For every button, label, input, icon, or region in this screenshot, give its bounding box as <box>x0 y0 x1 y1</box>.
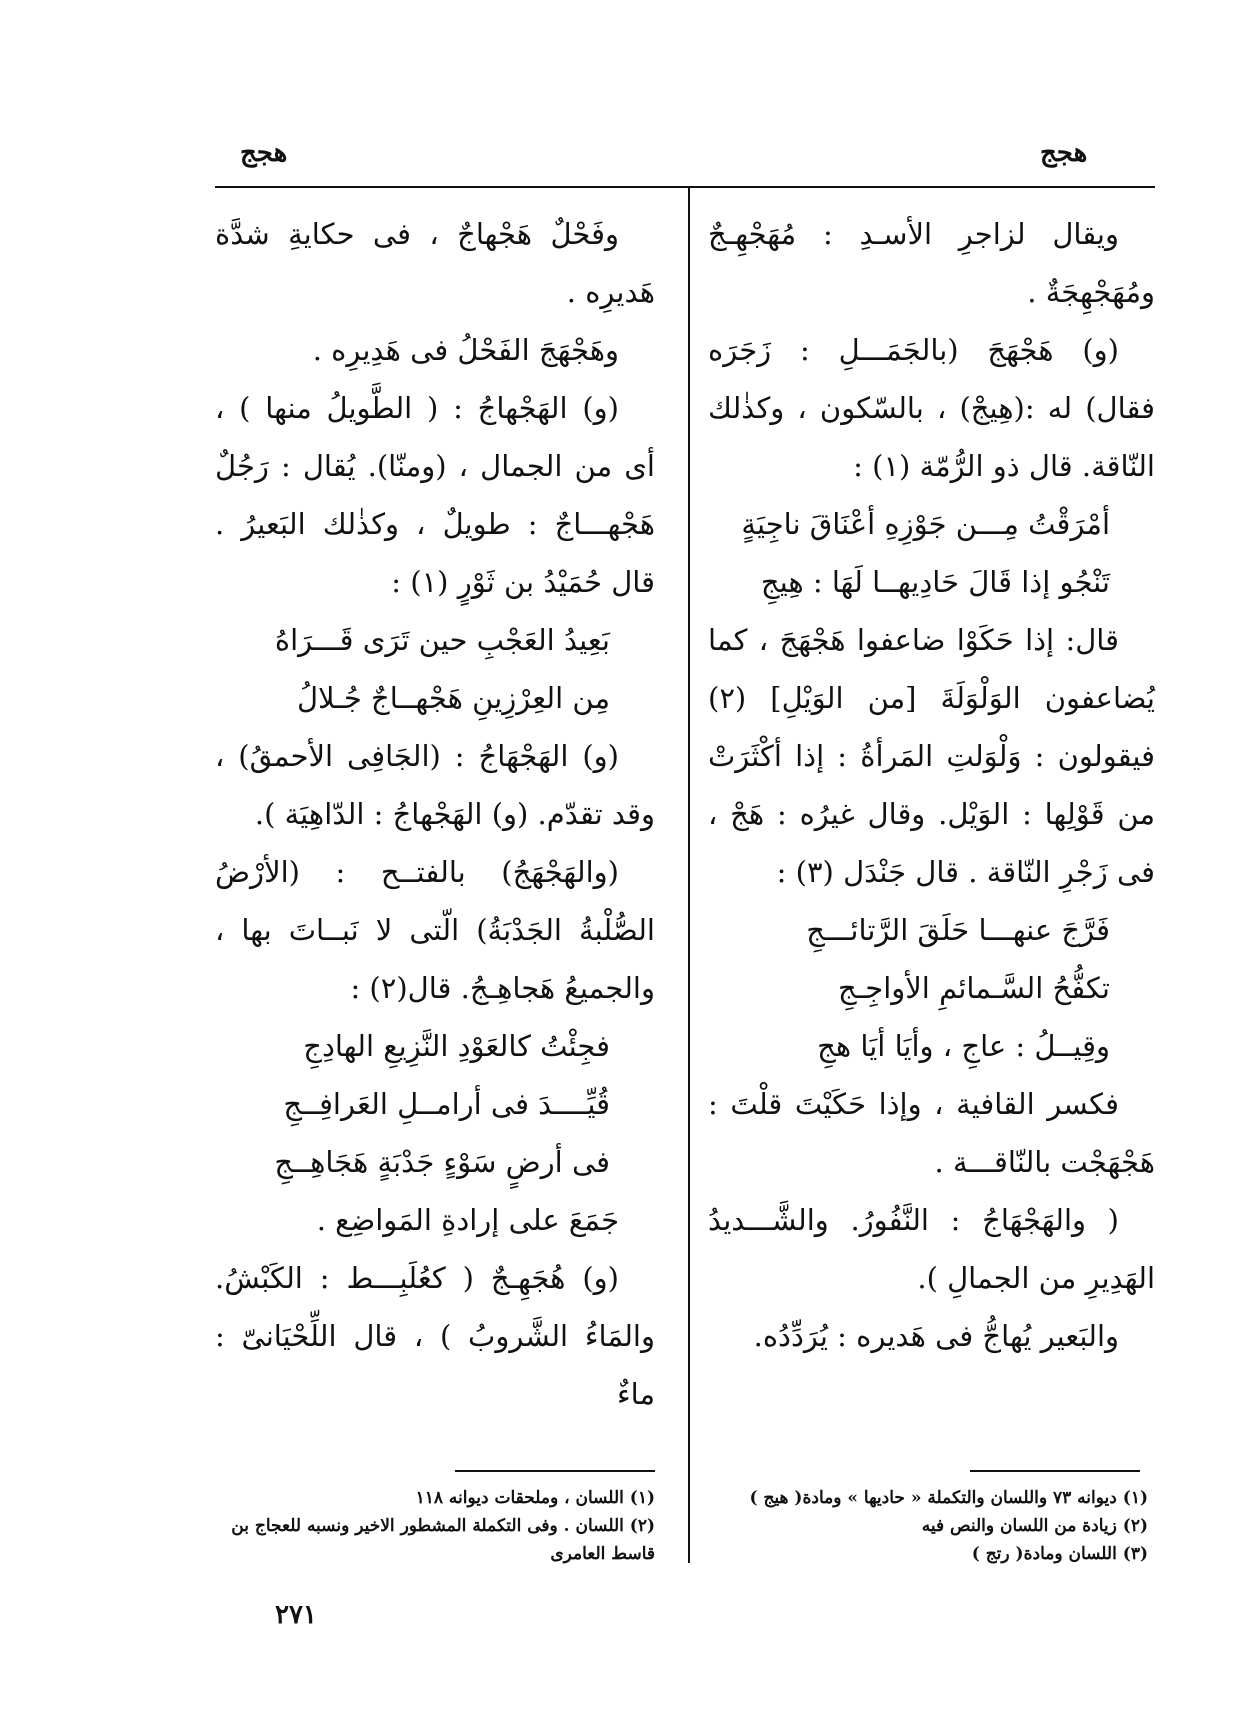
footnote-rule-left <box>455 1470 655 1472</box>
entry-paragraph: ويقال لزاجرِ الأسـدِ : مُهَجْهِـجٌ ومُهَجْهِجَةٌ . <box>708 217 1155 309</box>
verse-line: قُيِّــــدَ فى أرامــلِ العَرافِــجِ <box>283 1087 610 1121</box>
right-column <box>708 205 1155 1365</box>
verse-line: وقِيــلُ : عاجِ ، وأيَا أيَا هجِ <box>817 1029 1110 1063</box>
entry-paragraph: (و) الهَجْهاجُ : ( الطَّويلُ منها ) ، أى من الجمال ، (ومنّا). يُقال : رَجُلٌ هَجْهـــاجٌ : طويلٌ ، وكذٰلك البَعيرُ . قال حُمَيْدُ بن ثَوْرٍ (١) : <box>215 391 655 599</box>
left-column <box>215 205 655 1423</box>
entry-paragraph: والبَعير يُهاجُّ فى هَديره : يُرَدِّدُه. <box>753 1319 1119 1353</box>
entry-paragraph: قال: إذا حَكَوْا ضاعفوا هَجْهَجَ ، كما يُضاعفون الوَلْوَلَةَ [من الوَيْلِ] (٢) فيقولون : وَلْوَلتِ المَرأةُ : إذا أكْثَرَتْ من قَوْلِها : الوَيْل. وقال غيرُه : هَجْ ، فى زَجْرِ النّاقة . قال جَنْدَل (٣) : <box>708 623 1155 889</box>
header-rule <box>215 186 1155 188</box>
verse-line: أمْرَقْتُ مِـــن جَوْزِهِ أعْنَاقَ ناجِيَةٍ <box>741 507 1110 541</box>
footnote: (٢) زيادة من اللسان والنص فيه <box>921 1516 1148 1536</box>
entry-paragraph: (والهَجْهَجُ) بالفتــح : (الأرْضُ الصُّلْبةُ الجَدْبَةُ) الّتى لا نَبــاتَ بها ، والجميعُ هَجاهِـجُ. قال(٢) : <box>215 855 655 1005</box>
verse-line: تَنْجُو إذا قَالَ حَادِيهــا لَهَا : هِيجِ <box>760 565 1110 599</box>
entry-paragraph: ( والهَجْهَاجُ : النَّفُورُ. والشَّـــديدُ الهَدِيرِ من الجمالِ ). <box>708 1203 1155 1295</box>
footnote: (٢) اللسان . وفى التكملة المشطور الاخير ونسبه للعجاج بن قاسط العامرى <box>231 1516 655 1564</box>
page-number: ٢٧١ <box>275 1600 317 1630</box>
entry-paragraph: وهَجْهَجَ الفَحْلُ فى هَدِيرِه . <box>312 333 619 367</box>
running-header-left: هجج <box>240 138 288 168</box>
verse-line: مِن العِرْزِينِ هَجْهــاجٌ جُـلالُ <box>296 681 610 715</box>
verse-line: فجِئْتُ كالعَوْدِ النَّزِيعِ الهادِجِ <box>303 1029 610 1063</box>
footnotes-left <box>215 1484 655 1568</box>
entry-paragraph: وفَحْلٌ هَجْهاجٌ ، فى حكايةِ شدَّة هَديرِه . <box>215 217 655 309</box>
verse-line: تكفُّحُ السَّـمائمِ الأواجِـجِ <box>838 971 1110 1005</box>
entry-paragraph: جَمَعَ على إرادةِ المَواضِع . <box>316 1203 619 1237</box>
verse-line: بَعِيدُ العَجْبِ حين تَرَى قَـــرَاهُ <box>274 623 610 657</box>
column-divider <box>688 188 690 1563</box>
running-header-right: هجج <box>1040 138 1088 168</box>
footnote: (١) اللسان ، وملحقات ديوانه ١١٨ <box>415 1488 655 1508</box>
entry-paragraph: (و) هَجْهَجَ (بالجَمَـــلِ : زَجَرَه فقال) له :(هِيجْ) ، بالسّكون ، وكذٰلك النّاقة. قال ذو الرُّمّة (١) : <box>708 333 1155 483</box>
verse-line: فى أرضٍ سَوْءٍ جَدْبَةٍ هَجَاهِــجِ <box>274 1145 610 1179</box>
entry-paragraph: (و) الهَجْهَاجُ : (الجَافِى الأحمقُ) ، وقد تقدّم. (و) الهَجْهاجُ : الدّاهِيَة ). <box>215 739 655 831</box>
verse-line: فَرَّجَ عنهـــا حَلَقَ الرَّتائـــجِ <box>806 913 1110 947</box>
footnote: (٣) اللسان ومادة( رتج ) <box>971 1544 1148 1564</box>
entry-paragraph: (و) هُجَهِـجٌ ( كعُلَبِـــط : الكَبْشُ. والمَاءُ الشَّروبُ ) ، قال اللِّحْيَانىّ : ماءٌ <box>215 1261 655 1411</box>
footnote-rule-right <box>970 1470 1140 1472</box>
footnotes-right <box>708 1484 1148 1568</box>
footnote: (١) ديوانه ٧٣ واللسان والتكملة « حاديها » ومادة( هيج ) <box>749 1488 1148 1508</box>
entry-paragraph: فكسر القافية ، وإذا حَكَيْتَ قلْتَ : هَجْهَجْت بالنّاقـــة . <box>708 1087 1155 1179</box>
